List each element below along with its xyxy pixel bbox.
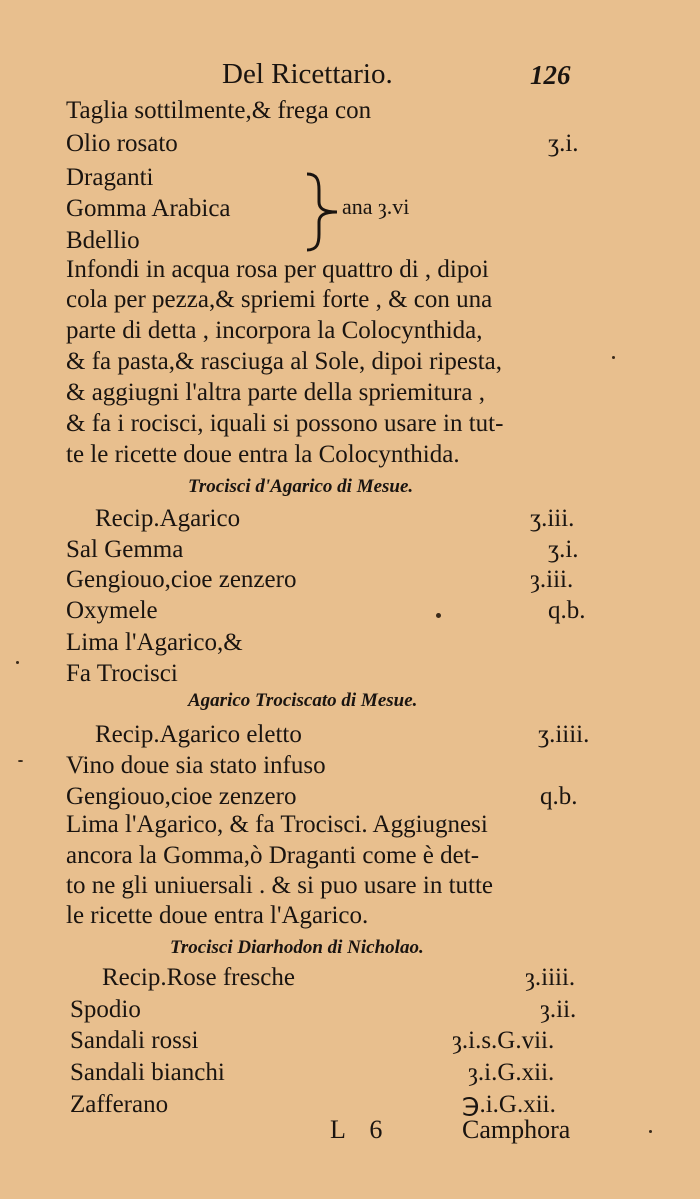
ink-speck <box>18 760 23 762</box>
recipe-quantity: ȝ.i.s.G.vii. <box>452 1027 555 1054</box>
ingredient-quantity: ʒ.i. <box>548 130 579 157</box>
ink-dot <box>436 613 441 618</box>
ink-speck <box>16 661 19 664</box>
recipe-ingredient: Vino doue sia stato infuso <box>66 752 326 779</box>
paragraph-line: & fa pasta,& rasciuga al Sole, dipoi ripesta, <box>66 348 502 375</box>
section-heading: Trocisci Diarhodon di Nicholao. <box>170 937 424 958</box>
recipe-quantity: ȝ.i.G.xii. <box>468 1059 555 1086</box>
paragraph-line: parte di detta , incorpora la Colocynthida, <box>66 317 483 344</box>
recipe-quantity: ȝ.ii. <box>540 996 577 1023</box>
catchword: Camphora <box>462 1115 571 1144</box>
paragraph-line: ancora la Gomma,ò Draganti come è det- <box>66 842 480 869</box>
recipe-ingredient: Spodio <box>70 996 141 1023</box>
section-heading: Trocisci d'Agarico di Mesue. <box>188 476 414 497</box>
recipe-quantity: ʒ.iiii. <box>538 721 590 748</box>
paragraph-line: Infondi in acqua rosa per quattro di , dipoi <box>66 256 489 283</box>
paragraph-line: to ne gli uniuersali . & si puo usare in tutte <box>66 872 494 899</box>
recipe-quantity: ȝ.iiii. <box>525 964 576 991</box>
section-heading: Agarico Trociscato di Mesue. <box>188 690 418 711</box>
recipe-ingredient: Zafferano <box>70 1091 169 1118</box>
page-number: 126 <box>530 60 571 90</box>
curly-brace-icon <box>303 172 343 252</box>
recipe-quantity: ℈.i.G.xii. <box>462 1091 556 1118</box>
recipe-quantity: ʒ.i. <box>548 536 579 563</box>
brace-item: Draganti <box>66 164 154 191</box>
recipe-ingredient: Recip.Agarico eletto <box>95 721 302 748</box>
paragraph-line: & aggiugni l'altra parte della spriemitura , <box>66 379 485 406</box>
ink-speck <box>649 1130 652 1133</box>
text-line: Taglia sottilmente,& frega con <box>66 97 372 124</box>
recipe-ingredient: Sal Gemma <box>66 536 184 563</box>
brace-item: Gomma Arabica <box>66 195 231 222</box>
text-line: Lima l'Agarico,& <box>66 629 243 656</box>
ingredient-name: Olio rosato <box>66 130 178 157</box>
paragraph-line: te le ricette doue entra la Colocynthida. <box>66 441 460 468</box>
paragraph-line: le ricette doue entra l'Agarico. <box>66 902 369 929</box>
recipe-ingredient: Gengiouo,cioe zenzero <box>66 783 297 810</box>
brace-item: Bdellio <box>66 227 140 254</box>
running-title: Del Ricettario. <box>222 58 393 90</box>
recipe-ingredient: Recip.Rose fresche <box>102 964 295 991</box>
text-line: Fa Trocisci <box>66 660 178 687</box>
recipe-ingredient: Recip.Agarico <box>95 505 241 532</box>
recipe-ingredient: Oxymele <box>66 597 158 624</box>
recipe-quantity: q.b. <box>548 597 586 624</box>
recipe-quantity: ȝ.iii. <box>530 566 574 593</box>
paragraph-line: & fa i rocisci, iquali si possono usare in tut- <box>66 410 504 437</box>
recipe-ingredient: Sandali rossi <box>70 1027 199 1054</box>
paragraph-line: cola per pezza,& spriemi forte , & con una <box>66 286 493 313</box>
recipe-ingredient: Sandali bianchi <box>70 1059 225 1086</box>
ink-speck <box>612 356 615 359</box>
recipe-quantity: ʒ.iii. <box>530 505 575 532</box>
signature-mark: L 6 <box>330 1115 383 1144</box>
recipe-quantity: q.b. <box>540 783 578 810</box>
recipe-ingredient: Gengiouo,cioe zenzero <box>66 566 297 593</box>
paragraph-line: Lima l'Agarico, & fa Trocisci. Aggiugnesi <box>66 811 488 838</box>
brace-label: ana ȝ.vi <box>342 194 410 219</box>
